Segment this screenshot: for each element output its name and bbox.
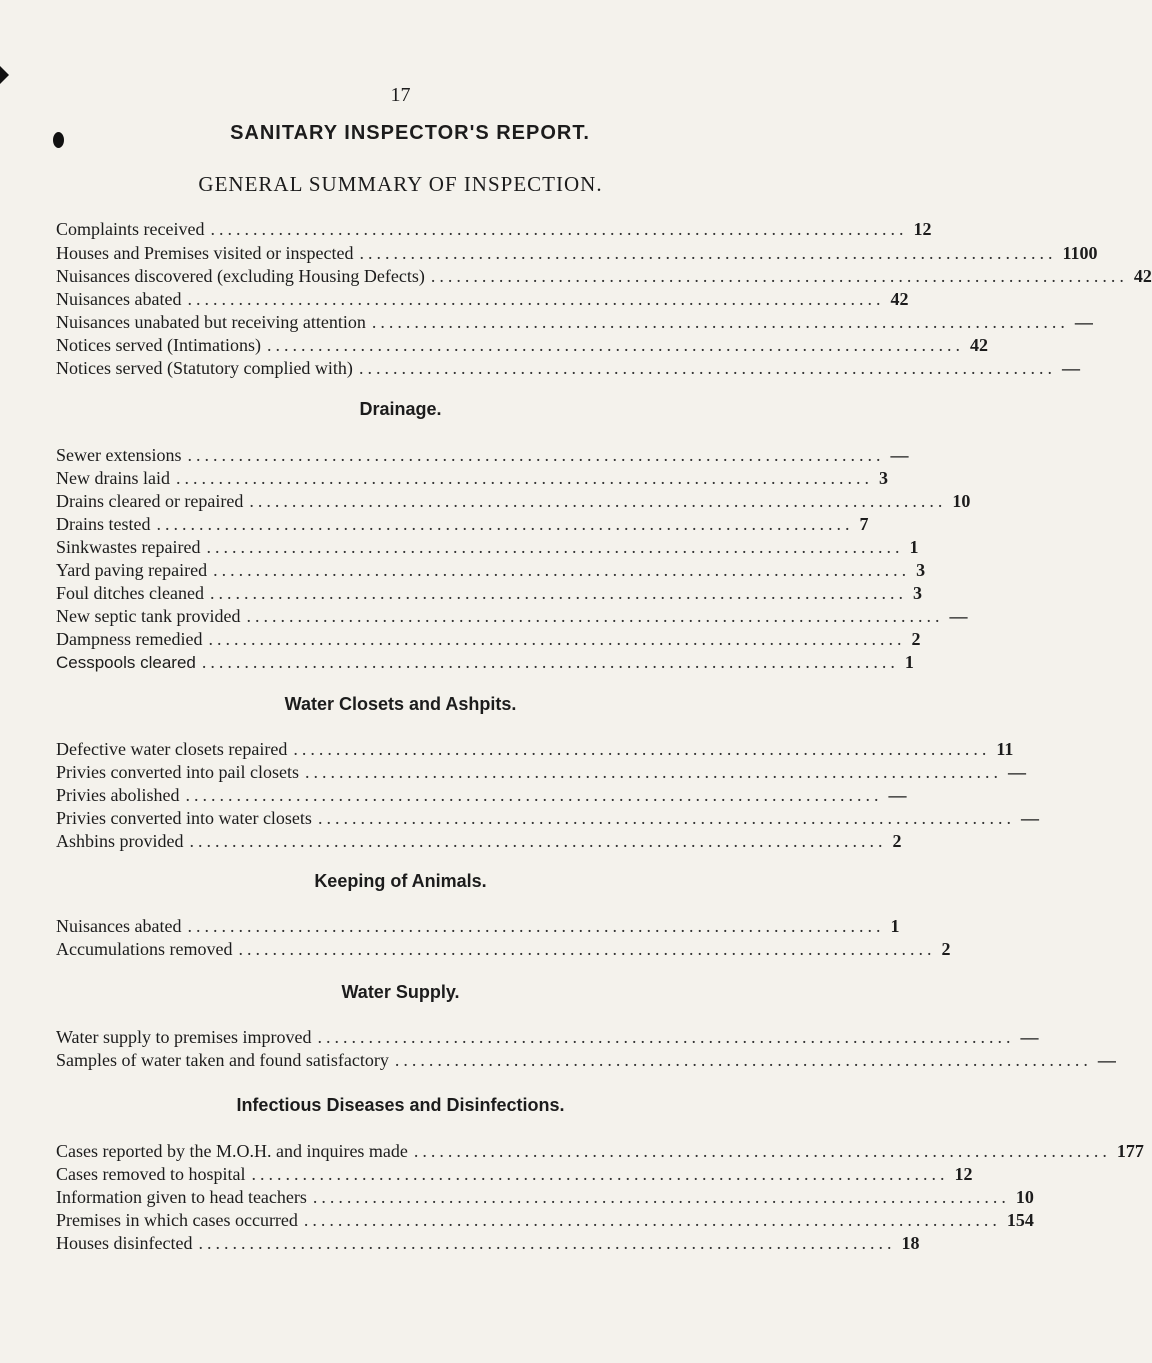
row-label: Drains cleared or repaired <box>56 491 244 511</box>
row-value: 2 <box>892 831 902 851</box>
row-value: — <box>1020 808 1039 828</box>
summary-row: Nuisances unabated but receiving attention .................................................................................. — <box>56 312 1093 332</box>
water-closet-row: Privies abolished .................................................................................. — <box>56 785 907 805</box>
row-value: 2 <box>911 629 921 649</box>
row-value: 177 <box>1116 1141 1144 1161</box>
water-closet-row: Ashbins provided .................................................................................. 2 <box>56 831 902 851</box>
row-label: Cesspools cleared <box>56 653 196 672</box>
summary-row: Nuisances abated .................................................................................. 42 <box>56 289 909 309</box>
water-supply-row: Water supply to premises improved .................................................................................. — <box>56 1027 1039 1047</box>
row-label: Samples of water taken and found satisfactory <box>56 1050 389 1070</box>
drainage-row: Sewer extensions .................................................................................. — <box>56 445 909 465</box>
drainage-row: New septic tank provided .................................................................................. — <box>56 606 968 626</box>
row-value: 42 <box>969 335 988 355</box>
row-value: — <box>1074 312 1093 332</box>
row-label: Cases reported by the M.O.H. and inquires made <box>56 1141 408 1161</box>
row-value: 3 <box>878 468 888 488</box>
page-number: 17 <box>390 84 411 106</box>
drainage-row: Sinkwastes repaired .................................................................................. 1 <box>56 537 919 557</box>
row-value: — <box>949 606 968 626</box>
row-label: Nuisances discovered (excluding Housing Defects) <box>56 266 425 286</box>
row-label: Water supply to premises improved <box>56 1027 312 1047</box>
row-value: — <box>890 445 909 465</box>
report-title: SANITARY INSPECTOR'S REPORT. <box>230 122 590 144</box>
row-label: Complaints received <box>56 219 205 239</box>
row-label: Yard paving repaired <box>56 560 208 580</box>
row-value: 1 <box>904 652 914 672</box>
row-value: 12 <box>954 1164 973 1184</box>
water-closet-row: Privies converted into pail closets .................................................................................. — <box>56 762 1026 782</box>
row-label: Notices served (Statutory complied with) <box>56 358 353 378</box>
water-closet-row: Defective water closets repaired .................................................................................. 11 <box>56 739 1014 759</box>
water-closets-heading: Water Closets and Ashpits. <box>284 694 517 714</box>
row-value: 18 <box>901 1233 920 1253</box>
row-label: Defective water closets repaired <box>56 739 288 759</box>
row-label: Privies converted into pail closets <box>56 762 299 782</box>
row-value: 10 <box>952 491 971 511</box>
row-label: Information given to head teachers <box>56 1187 307 1207</box>
row-value: — <box>1007 762 1026 782</box>
drainage-row: Yard paving repaired .................................................................................. 3 <box>56 560 926 580</box>
bullet-mark <box>53 132 64 148</box>
row-value: 3 <box>916 560 926 580</box>
drainage-row: Cesspools cleared .................................................................................. 1 <box>56 652 914 672</box>
infectious-row: Houses disinfected .................................................................................. 18 <box>56 1233 920 1253</box>
row-label: Privies converted into water closets <box>56 808 312 828</box>
row-label: Drains tested <box>56 514 151 534</box>
row-value: 11 <box>996 739 1014 759</box>
summary-row: Houses and Premises visited or inspected .................................................................................. 1100 <box>56 243 1098 263</box>
row-value: 1100 <box>1062 243 1098 263</box>
summary-row: Notices served (Intimations) .................................................................................. 42 <box>56 335 988 355</box>
infectious-row: Premises in which cases occurred .................................................................................. 154 <box>56 1210 1034 1230</box>
row-value: 7 <box>859 514 869 534</box>
drainage-row: New drains laid .................................................................................. 3 <box>56 468 888 488</box>
row-label: Dampness remedied <box>56 629 203 649</box>
drainage-heading: Drainage. <box>359 399 442 419</box>
water-supply-heading: Water Supply. <box>341 982 460 1002</box>
row-value: 42 <box>890 289 909 309</box>
summary-row: Nuisances discovered (excluding Housing Defects) .................................................................................. 42 <box>56 266 1152 286</box>
row-label: Houses and Premises visited or inspected <box>56 243 354 263</box>
infectious-row: Cases reported by the M.O.H. and inquires made .................................................................................. 177 <box>56 1141 1144 1161</box>
animals-row: Nuisances abated .................................................................................. 1 <box>56 916 900 936</box>
row-value: 1 <box>890 916 900 936</box>
water-closet-row: Privies converted into water closets .................................................................................. — <box>56 808 1039 828</box>
animals-row: Accumulations removed .................................................................................. 2 <box>56 939 951 959</box>
row-label: Privies abolished <box>56 785 180 805</box>
row-label: Sewer extensions <box>56 445 182 465</box>
row-value: — <box>1097 1050 1116 1070</box>
summary-row: Complaints received .................................................................................. 12 <box>56 219 932 239</box>
summary-row: Notices served (Statutory complied with) .................................................................................. — <box>56 358 1080 378</box>
row-label: Nuisances unabated but receiving attention <box>56 312 366 332</box>
row-value: 154 <box>1006 1210 1034 1230</box>
row-label: Ashbins provided <box>56 831 184 851</box>
row-value: — <box>1020 1027 1039 1047</box>
water-supply-row: Samples of water taken and found satisfactory .................................................................................. — <box>56 1050 1116 1070</box>
drainage-row: Drains tested .................................................................................. 7 <box>56 514 869 534</box>
summary-title: GENERAL SUMMARY OF INSPECTION. <box>198 172 603 196</box>
row-label: Nuisances abated <box>56 916 182 936</box>
row-value: 12 <box>913 219 932 239</box>
animals-heading: Keeping of Animals. <box>314 871 487 891</box>
row-value: 42 <box>1133 266 1152 286</box>
row-value: 1 <box>909 537 919 557</box>
infectious-row: Cases removed to hospital .................................................................................. 12 <box>56 1164 973 1184</box>
row-value: — <box>1061 358 1080 378</box>
row-label: Premises in which cases occurred <box>56 1210 298 1230</box>
row-label: Accumulations removed <box>56 939 233 959</box>
drainage-row: Drains cleared or repaired .................................................................................. 10 <box>56 491 971 511</box>
row-label: Foul ditches cleaned <box>56 583 204 603</box>
drainage-row: Dampness remedied .................................................................................. 2 <box>56 629 921 649</box>
row-value: — <box>888 785 907 805</box>
row-value: 10 <box>1015 1187 1034 1207</box>
row-label: Notices served (Intimations) <box>56 335 261 355</box>
row-label: Cases removed to hospital <box>56 1164 246 1184</box>
corner-mark <box>0 66 9 84</box>
row-label: Houses disinfected <box>56 1233 193 1253</box>
row-value: 3 <box>912 583 922 603</box>
drainage-row: Foul ditches cleaned .................................................................................. 3 <box>56 583 922 603</box>
infectious-heading: Infectious Diseases and Disinfections. <box>236 1095 565 1115</box>
row-value: 2 <box>941 939 951 959</box>
infectious-row: Information given to head teachers .................................................................................. 10 <box>56 1187 1034 1207</box>
row-label: Nuisances abated <box>56 289 182 309</box>
row-label: New drains laid <box>56 468 170 488</box>
row-label: New septic tank provided <box>56 606 241 626</box>
row-label: Sinkwastes repaired <box>56 537 201 557</box>
